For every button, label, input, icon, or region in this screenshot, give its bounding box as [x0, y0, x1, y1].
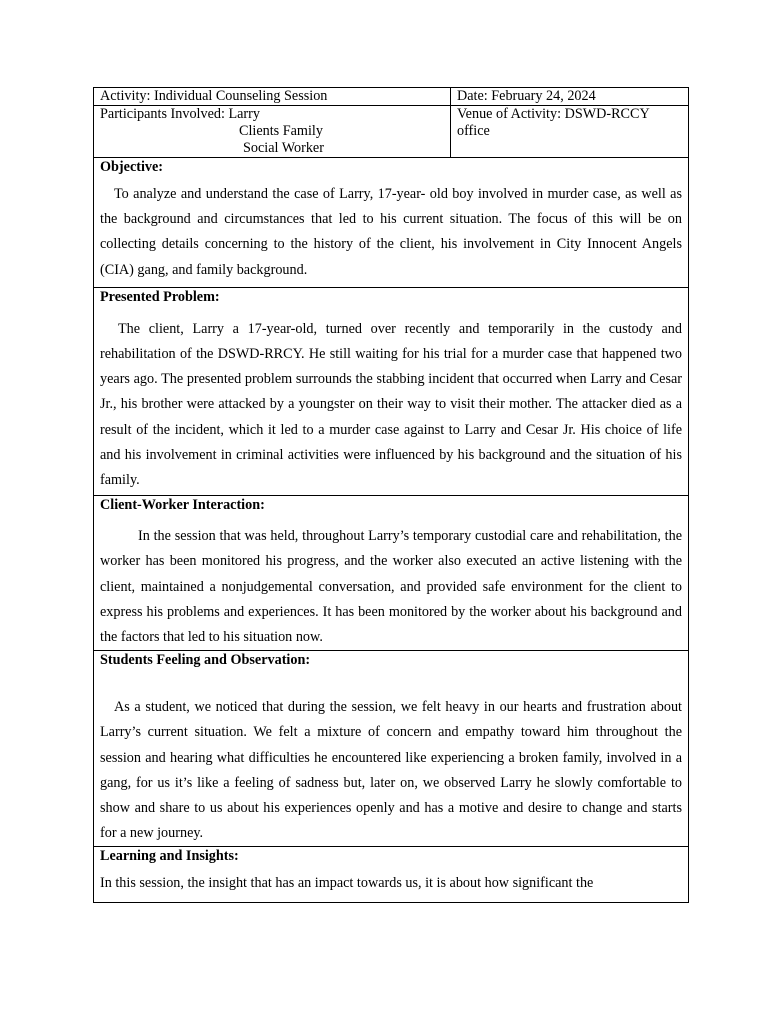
participant-clients-family: Clients Family — [239, 123, 323, 139]
learning-cell — [94, 847, 689, 902]
feeling-section — [94, 651, 689, 847]
participant-social-worker: Social Worker — [243, 140, 324, 156]
header-row-1 — [94, 88, 689, 106]
learning-section — [94, 847, 689, 902]
venue-cell: Venue of Activity: DSWD-RCCY office — [451, 106, 689, 158]
participants-label: Participants Involved: Larry — [100, 106, 260, 122]
objective-text: To analyze and understand the case of Larry, 17-year- old boy involved in murder case, as well as the background and circumstances that led to his current situation. The focus of this will be on collecting details concerning to the history of the client, his involvement in City Innocent Angels (CIA) gang, and family background. — [100, 186, 682, 278]
problem-cell — [94, 287, 689, 495]
learning-text: In this session, the insight that has an impact towards us, it is about how significant the — [100, 875, 594, 892]
objective-cell — [94, 158, 689, 288]
interaction-section — [94, 496, 689, 651]
feeling-cell — [94, 651, 689, 847]
participants-cell — [94, 106, 451, 158]
feeling-heading: Students Feeling and Observation: — [100, 652, 311, 669]
problem-text: The client, Larry a 17-year-old, turned over recently and temporarily in the custody and rehabilitation of the DSWD-RRCY. He still waiting for his trial for a murder case that happened two years ago. The presented problem surrounds the stabbing incident that occurred when Larry and Cesar Jr., his brother were attacked by a youngster on their way to visit their mother. The attacker died as a result of the incident, which it led to a murder case against to Larry and Cesar Jr. His choice of life and his involvement in criminal activities were influenced by his background and the situation of his family. — [100, 320, 682, 489]
interaction-heading: Client-Worker Interaction: — [100, 497, 265, 514]
counseling-report-table — [93, 87, 689, 903]
interaction-text: In the session that was held, throughout Larry’s temporary custodial care and rehabilitation, the worker has been monitored his progress, and the worker also executed an active listening with the client, maintained a nonjudgemental conversation, and provided safe environment for the client to express his problems and experiences. It has been monitored by the worker about his background and the factors that led to his situation now. — [100, 528, 682, 646]
learning-heading: Learning and Insights: — [100, 848, 239, 865]
objective-heading: Objective: — [100, 159, 164, 175]
date-cell: Date: February 24, 2024 — [451, 88, 689, 106]
objective-section — [94, 158, 689, 288]
interaction-cell — [94, 496, 689, 651]
problem-heading: Presented Problem: — [100, 288, 220, 305]
activity-cell: Activity: Individual Counseling Session — [94, 88, 451, 106]
problem-section — [94, 287, 689, 495]
participants-list — [100, 106, 444, 157]
feeling-text: As a student, we noticed that during the session, we felt heavy in our hearts and frustration about Larry’s current situation. We felt a mixture of concern and empathy toward him throughout the session and hearing what difficulties he encountered like experiencing a broken family, involved in a gang, for us it’s like a feeling of sadness but, later on, we observed Larry he slowly comfortable to show and share to us about his experiences openly and has a motive and desire to change and starts for a new journey. — [100, 699, 682, 842]
header-row-2 — [94, 106, 689, 158]
